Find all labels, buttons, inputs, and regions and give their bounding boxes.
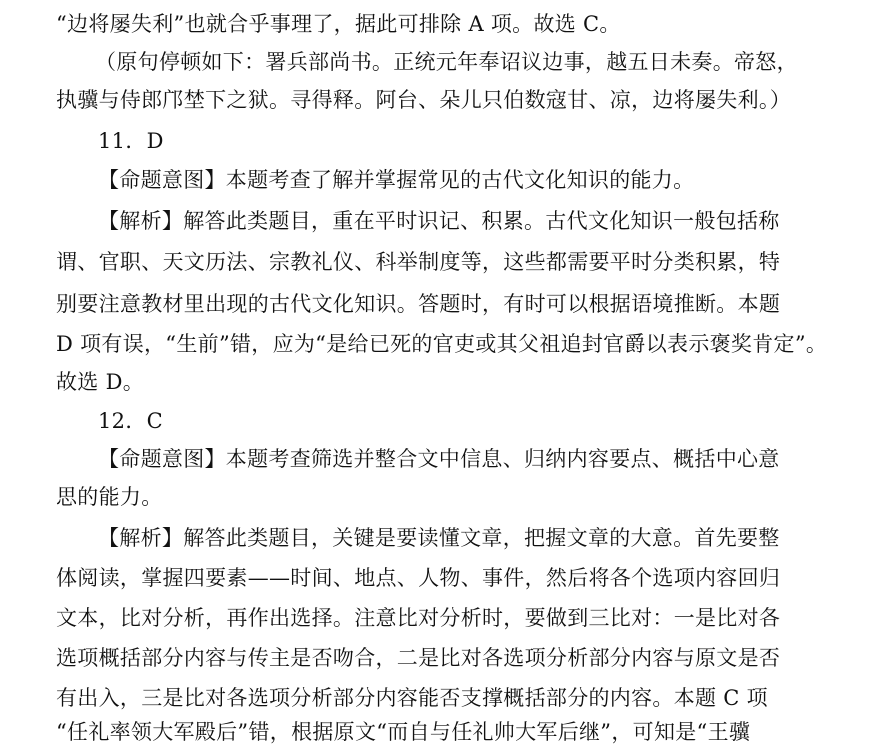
q11-analysis-line-4: D 项有误，“生前”错，应为“是给已死的官吏或其父祖追封官爵以表示褒奖肯定”。 [56, 332, 828, 356]
q11-analysis-line-3: 别要注意教材里出现的古代文化知识。答题时，有时可以根据语境推断。本题 [56, 292, 781, 316]
q12-analysis-line-1: 【解析】解答此类题目，关键是要读懂文章，把握文章的大意。首先要整 [98, 526, 780, 550]
q12-analysis-line-6: “任礼率领大军殿后”错，根据原文“而自与任礼帅大军后继”，可知是“王骥 [56, 720, 751, 744]
question-11-answer: 11．D [98, 129, 164, 153]
q11-analysis-line-1: 【解析】解答此类题目，重在平时识记、积累。古代文化知识一般包括称 [98, 209, 780, 233]
q11-intent-line: 【命题意图】本题考查了解并掌握常见的古代文化知识的能力。 [98, 168, 695, 192]
q12-intent-line-2: 思的能力。 [56, 485, 163, 509]
q11-analysis-line-5: 故选 D。 [56, 370, 145, 394]
q12-analysis-line-4: 选项概括部分内容与传主是否吻合，二是比对各选项分析部分内容与原文是否 [56, 646, 781, 670]
text-line-3: 执骥与侍郎邝埜下之狱。寻得释。阿台、朵儿只伯数寇甘、凉，边将屡失利。） [56, 88, 791, 112]
q12-intent-line-1: 【命题意图】本题考查筛选并整合文中信息、归纳内容要点、概括中心意 [98, 447, 780, 471]
question-12-answer: 12．C [98, 409, 163, 433]
q11-analysis-line-2: 谓、官职、天文历法、宗教礼仪、科举制度等，这些都需要平时分类积累，特 [56, 250, 781, 274]
q12-analysis-line-5: 有出入，三是比对各选项分析部分内容能否支撑概括部分的内容。本题 C 项 [56, 686, 768, 710]
q12-analysis-line-2: 体阅读，掌握四要素——时间、地点、人物、事件，然后将各个选项内容回归 [56, 566, 781, 590]
q12-analysis-line-3: 文本，比对分析，再作出选择。注意比对分析时，要做到三比对：一是比对各 [56, 606, 781, 630]
text-line-1: “边将屡失利”也就合乎事理了，据此可排除 A 项。故选 C。 [56, 12, 621, 36]
text-line-2: （原句停顿如下：署兵部尚书。正统元年奉诏议边事，越五日未奏。帝怒， [95, 50, 798, 74]
